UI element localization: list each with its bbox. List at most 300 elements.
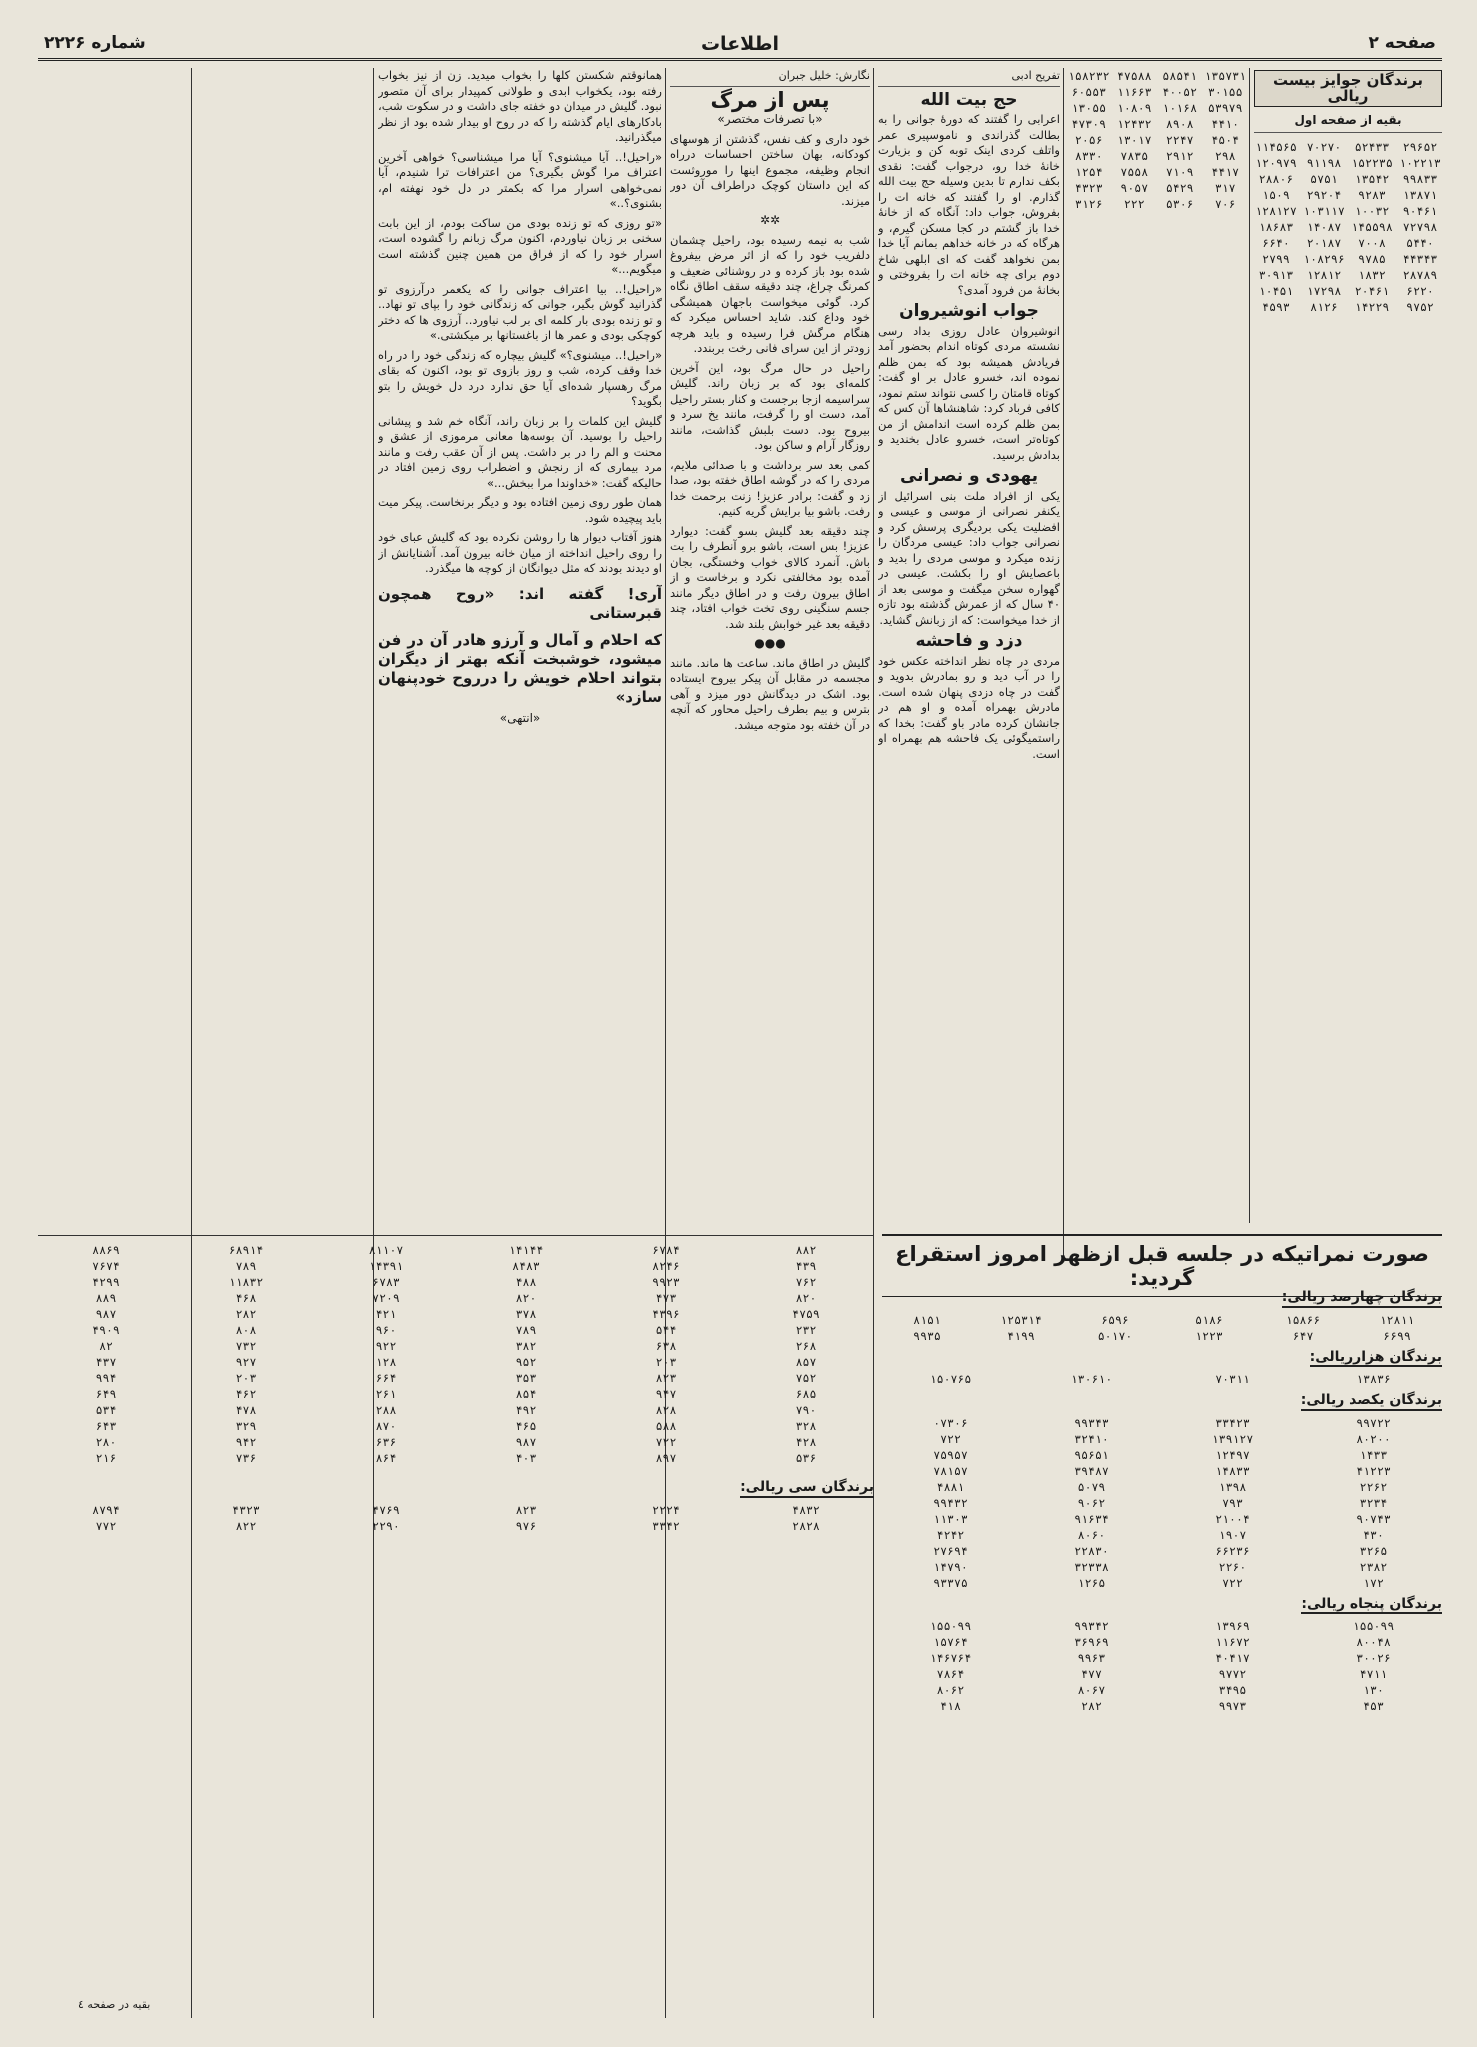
byline: نگارش: خلیل جبران [670,68,870,87]
draw-results [882,1284,1442,1984]
lottery-number: ۸۲۰ [795,1291,817,1305]
lottery-number: ۴۲۸ [795,1435,817,1449]
lottery-number: ۶۶۲۳۶ [1215,1543,1250,1558]
lottery-number: ۶۳۸ [655,1339,677,1353]
lottery-number: ۳۱۷ [1214,181,1236,195]
lottery-number: ۴۲۹۹ [92,1275,120,1289]
lottery-number: ۲۸۲ [1081,1699,1102,1713]
lottery-number: ۱۳۰۱۷ [1116,133,1152,147]
lottery-number: ۹۱۶۳۴ [1074,1511,1109,1526]
story-right-p6: گلیش این کلمات را بر زبان راند، آنگاه خم شد و پیشانی راحیل را بوسید. آن بوسه‌ها معانی مرموزی از عشق و محنت و الم را در بر داشت. پس از آن عقب رفت و مانند مرد بیماری که از رنجش و اضطراب روی زمین افتاد در حالیکه گفت: «خداوندا مرا ببخش...» [378,413,662,490]
draw-50-grid [882,1618,1442,1714]
lottery-number: ۶۵۹۶ [1101,1312,1129,1327]
winners-20b-column [1068,68,1246,1218]
lottery-number: ۹۷۶ [515,1518,537,1533]
lottery-number: ۲۹۲۰۴ [1306,187,1342,202]
lottery-number: ۱۵۵۰۹۹ [929,1619,972,1633]
lottery-number: ۵۳۴ [95,1403,117,1417]
lottery-number: ۲۳۲ [795,1323,817,1337]
lottery-number: ۲۰۳ [655,1355,677,1369]
lottery-number: ۴۸۳۲ [792,1502,820,1517]
newspaper-page [38,30,1442,2020]
lottery-number: ۲۹۸ [1214,149,1236,163]
draw-30-label: برندگان سی ریالی: [740,1480,874,1498]
lottery-number: ۵۷۵۱ [1310,171,1338,186]
draw-400-grid [882,1312,1442,1344]
lottery-number: ۰۷۳۰۶ [933,1415,968,1430]
lottery-number: ۲۲۲۴ [652,1502,680,1517]
lottery-number: ۲۷۶۹۴ [933,1543,968,1558]
lottery-number: ۱۲۵۴ [1074,165,1103,179]
lottery-number: ۱۳۰۵۵ [1071,101,1107,115]
lottery-number: ۷۶۷۴ [92,1259,120,1273]
lottery-number: ۹۸۷ [95,1307,117,1321]
lottery-number: ۷۸۱۵۷ [933,1463,968,1478]
lottery-number: ۲۸۲ [235,1307,257,1321]
lottery-number: ۱۱۶۷۲ [1215,1635,1250,1649]
lottery-number: ۱۸۳۲ [1358,267,1386,282]
story-p3: راحیل در حال مرگ بود، این آخرین کلمه‌ای بود که بر زبان راند. گلیش سراسیمه ازجا برجست و کنار بستر راحیل آمد، دست او را گرفت، مانند یخ سرد و بیروح بود. دست بلبش گذاشت، مانند روزگار آرام و ساکن بود. [670,360,870,452]
lottery-number: ۱۲۸۱۲ [1306,267,1342,282]
lottery-number: ۸۵۷ [795,1355,817,1369]
lottery-number: ۱۲۶۵ [1077,1575,1106,1590]
lottery-number: ۳۶۹۶۹ [1074,1635,1109,1649]
lottery-number: ۶۴۹ [95,1387,117,1401]
lottery-number: ۱۰۰۳۲ [1354,203,1390,218]
lottery-number: ۲۲۸۳۰ [1074,1543,1109,1558]
lottery-number: ۸۷۹۴ [92,1502,120,1517]
lottery-number: ۷۰۲۷۰ [1306,139,1342,154]
lottery-number: ۲۷۹۹ [1262,251,1290,266]
lottery-number: ۴۱۲۲۳ [1356,1463,1391,1478]
lottery-number: ۹۹۷۳ [1218,1699,1247,1713]
lottery-number: ۱۳۵۴۲ [1354,171,1390,186]
column-rule [1249,68,1250,1223]
lottery-number: ۷۷۲ [95,1518,117,1533]
lottery-number: ۸۷۰ [375,1419,397,1433]
lottery-number: ۷۸۶۴ [936,1667,965,1681]
lottery-number: ۸۱۲۶ [1310,299,1338,314]
lottery-number: ۱۱۳۰۳ [933,1511,968,1526]
lottery-number: ۱۳۹۸ [1218,1479,1247,1494]
lottery-number: ۸۸۲ [795,1243,817,1257]
lottery-number: ۲۹۶۵۲ [1402,139,1438,154]
lottery-number: ۱۸۶۸۳ [1258,219,1294,234]
lottery-number: ۷۰۶ [1214,197,1236,211]
lottery-number: ۹۵۲ [515,1355,537,1369]
lottery-number: ۷۳۶ [235,1451,257,1465]
jew-title: یهودی و نصرانی [899,466,1039,486]
lottery-number: ۲۸۷۸۹ [1402,267,1438,282]
lottery-number: ۲۸۸ [375,1403,397,1417]
lottery-number: ۶۸۹۱۴ [228,1243,264,1257]
lottery-number: ۴۳۲۳ [232,1502,260,1517]
lottery-number: ۹۹۳۴۳ [1074,1415,1109,1430]
lottery-number: ۴۸۸ [515,1275,537,1289]
lottery-number: ۴۱۹۹ [1007,1328,1035,1343]
story-p4: کمی بعد سر برداشت و با صدائی ملایم، مردی را که در گوشه اطاق خفته بود، صدا زد و گفت: برادر عزیز! زنت برحمت خدا رفت. باشو بیا برایش گریه کنیم. [670,457,870,518]
lottery-number: ۲۸۲۸ [792,1518,820,1533]
lottery-number: ۱۳۹۶۹ [1215,1619,1250,1633]
lottery-number: ۱۰۲۲۱۳ [1399,155,1441,170]
lottery-number: ۱۰۱۶۸ [1162,101,1198,115]
story-p5: چند دقیقه بعد گلیش بسو گفت: دیوارد عزیز! بس است، باشو برو آنطرف را بت باش. آنمرد کالای خواب وخستگی، بجان آمده بود مخالفتی نکرد و برخاست و از اطاق بیرون رفت و در اطاق دیگر مانند جسم سنگینی روی تخت خواب افتاد، چند دقیقه بعد غیر خوابش بلند شد. [670,523,870,631]
lottery-number: ۸۰۶۲ [936,1683,965,1697]
lottery-number: ۹۷۸۵ [1358,251,1386,266]
lottery-number: ۷۰۰۸ [1358,235,1386,250]
lottery-number: ۱۲۴۳۲ [1116,117,1152,131]
lottery-number: ۲۰۳ [235,1371,257,1385]
lottery-number: ۷۲۲ [940,1431,961,1446]
lottery-number: ۹۵۶۵۱ [1074,1447,1109,1462]
lottery-number: ۲۲۶۰ [1218,1559,1247,1574]
lottery-number: ۷۸۳۵ [1120,149,1149,163]
lottery-number: ۷۸۹ [515,1323,537,1337]
lottery-number: ۸۲۳ [655,1371,677,1385]
lottery-number: ۹۴۲ [235,1435,257,1449]
lottery-number: ۱۴۸۳۳ [1215,1463,1250,1478]
lottery-number: ۲۳۸۲ [1359,1559,1388,1574]
lottery-number: ۱۳۸۳۶ [1356,1372,1391,1386]
draw-100-grid [882,1415,1442,1591]
lottery-number: ۶۰۵۵۳ [1071,85,1107,99]
lottery-number: ۵۰۷۹ [1077,1479,1106,1494]
lottery-number: ۱۴۳۹۱ [368,1259,404,1273]
lottery-number: ۲۸۰ [95,1435,117,1449]
continued-note: بقیه از صفحه اول [1254,113,1442,133]
lottery-number: ۴۳۲۳ [1074,181,1103,195]
lottery-number: ۸۰۲۰۰ [1356,1431,1391,1446]
lottery-number: ۶۸۵ [795,1387,817,1401]
lottery-number: ۴۳۹۶ [652,1307,680,1321]
draw-30-grid [38,1502,874,1534]
lottery-number: ۲۰۱۸۷ [1306,235,1342,250]
lottery-number: ۱۳۰۶۱۰ [1070,1372,1113,1386]
lottery-number: ۲۱۰۰۴ [1215,1511,1250,1526]
lottery-number: ۴۲۱ [375,1307,397,1321]
lottery-number: ۱۷۲ [1363,1575,1384,1590]
lottery-number: ۳۲۶۵ [1359,1543,1388,1558]
lottery-number: ۴۲۴۲ [936,1527,965,1542]
lottery-number: ۳۳۴۲۳ [1215,1415,1250,1430]
lottery-number: ۹۲۲ [375,1339,397,1353]
lower-number-grid [38,1242,874,1466]
lottery-number: ۷۲۲ [1222,1575,1243,1590]
lottery-number: ۹۷۷۲ [1218,1667,1247,1681]
lottery-number: ۱۵۰۹ [1262,187,1290,202]
lottery-number: ۴۶۲ [235,1387,257,1401]
lottery-number: ۸۳۳۰ [1074,149,1103,163]
lottery-number: ۸۰۶۰ [1077,1527,1106,1542]
lottery-number: ۷۸۹ [235,1259,257,1273]
lottery-number: ۵۳۰۶ [1165,197,1194,211]
lottery-number: ۳۰۰۲۶ [1356,1651,1391,1665]
story-right-p1: همانوقتم شکستن کلها را بخواب میدید. زن از نیز بخواب رفته بود، یکخواب ابدی و طولانی کمپیدار برای آن متصور نبود. گلیش در میدان دو خفته جای داشت و در سکوت شب، بادکارهای ایام گذشته را که در روح او بیدار شده بود از نظر میگذرانید. [378,68,662,144]
hajj-text: اعرابی را گفتند که دورهٔ جوانی را به بطالت گذراندی و ناموسپیری عمر واتلف کردی اینک توبه کن و بزیارت خانهٔ خدا رو، درجواب گفت: نقدی بکف ندارم تا بدین وسیله حج بیت الله گذارم. او را گفتند که خانه ات را بفروش، جواب داد: آنگاه که از خانهٔ خدا باز گشتم در کجا مسکن گیرم، و هرگاه که در خانه خداهم بمانم آیا خدا بمن نخواهد گفت که ای ابلهی شاخ دوم برای چه خانه ات را بفروختی و بخانهٔ من فرود آمدی؟ [878,112,1060,297]
lottery-number: ۱۲۴۹۷ [1215,1447,1250,1462]
lottery-number: ۸۶۴ [375,1451,397,1465]
lottery-number: ۱۴۲۲۹ [1354,299,1390,314]
lottery-number: ۱۵۸۶۶ [1285,1312,1321,1327]
story-right-p2: «راحیل!.. آیا میشنوی؟ آیا مرا میشناسی؟ خواهی آخرین اعتراف مرا گوش بگیری؟ من اعترافات ترا شنیدم، آیا نمی‌خواهی اسرار مرا که بکمتر در دل خود نهفته ام، بشنوی؟..» [378,149,662,210]
narrow-column [196,68,370,1218]
lottery-number: ۷۲۰۹ [372,1291,400,1305]
lottery-number: ۱۳۰ [1363,1683,1384,1697]
lottery-number: ۹۹۷۲۲ [1356,1415,1391,1430]
lottery-number: ۱۴۳۳ [1359,1447,1388,1462]
lottery-number: ۸۱۵۱ [913,1312,941,1327]
anushirvan-text: انوشیروان عادل روزی بداد رسی نشسته مردی کوتاه اندام بحضور آمد فریادش همیشه بود که بمن ظلم نموده اند، خسرو عادل بر او گفت: کوتاه قامتان را کسی نتواند ستم نمود، کافی فرباد کرد: شاهنشاها آن کس که بمن ظلم کرده است اندامش از من کوتاه‌تر است، خسرو عادل بخندید و بدادش برسید. [878,323,1060,462]
lottery-number: ۵۳۶ [795,1451,817,1465]
anecdotes-column [878,68,1060,1218]
lottery-number: ۲۲۹۰ [372,1518,400,1533]
lottery-number: ۳۱۲۶ [1074,197,1103,211]
lottery-number: ۹۹۲۳ [652,1275,680,1289]
lottery-number: ۳۰۹۱۳ [1258,267,1294,282]
lottery-number: ۲۲۲ [1123,197,1145,211]
lottery-number: ۶۴۷ [1292,1328,1314,1343]
lottery-number: ۹۹۶۳ [1077,1651,1106,1665]
winners-20-column [1254,68,1442,1218]
lottery-number: ۴۶۸ [235,1291,257,1305]
lottery-number: ۳۰۱۵۵ [1207,85,1243,99]
lottery-number: ۱۲۸۱۱ [1379,1312,1415,1327]
lottery-number: ۴۵۳ [1363,1699,1384,1713]
newspaper-title: اطلاعات [700,33,780,55]
lottery-number: ۱۴۶۷۶۴ [929,1651,972,1665]
lottery-number: ۷۳۲ [235,1339,257,1353]
lottery-number: ۵۸۸ [655,1419,677,1433]
lottery-number: ۳۲۳۴ [1359,1495,1388,1510]
lottery-number: ۴۸۸۱ [936,1479,965,1494]
lottery-number: ۳۸۲ [515,1339,537,1353]
lottery-number: ۲۲۶۲ [1359,1479,1388,1494]
lottery-number: ۴۷۵۹ [792,1307,820,1321]
lottery-number: ۹۳۳۷۵ [933,1575,968,1590]
lottery-number: ۷۵۲ [795,1371,817,1385]
lottery-number: ۸۵۴ [515,1387,537,1401]
story-right-p4: «راحیل!.. بیا اعتراف جوانی را که یکعمر درآرزوی تو گذرانید گوش بگیر، جوانی که زندگانی خود را بپای تو نهاد.. و تو زنده بودی بار کلمه ای بر لب نیاورد.. آرزوی ها که دختر کوچکی بودی و عمر ها از باغستانها بر میکشتی.» [378,281,662,342]
ornament: ●●● [754,636,786,650]
lottery-number: ۱۰۳۱۱۷ [1303,203,1345,218]
lottery-number: ۷۲۲ [655,1435,677,1449]
lottery-number: ۹۸۷ [515,1435,537,1449]
lottery-number: ۵۳۹۷۹ [1207,101,1243,115]
lottery-number: ۱۴۱۴۴ [508,1243,544,1257]
lottery-number: ۵۰۱۷۰ [1097,1328,1133,1343]
lottery-number: ۴۳۷ [95,1355,117,1369]
lottery-number: ۹۰۵۷ [1120,181,1149,195]
story-right-p8: هنوز آفتاب دیوار ها را روشن نکرده بود که گلیش عبای خود را روی راحیل انداخته از میان خانه بیرون آمد. آشنایانش از او دیدند بودند که مثل دیوانگان از کوچه ها میگذرد. [378,530,662,575]
continued-footer: بقیه در صفحه ٤ [78,1998,151,2011]
lottery-number: ۳۹۴۸۷ [1074,1463,1109,1478]
lottery-number: ۹۹۴۳۲ [933,1495,968,1510]
lottery-number: ۸۲۴۶ [652,1259,680,1273]
issue-number: شماره ۲۲۲۶ [44,33,146,53]
page-number: صفحه ۲ [1368,33,1436,53]
lottery-number: ۴۳۹ [795,1259,817,1273]
lottery-number: ۸۲۲ [235,1518,257,1533]
lottery-number: ۹۶۰ [375,1323,397,1337]
lottery-number: ۴۷۱۱ [1359,1667,1388,1681]
lottery-number: ۵۴۴۰ [1406,235,1434,250]
lottery-number: ۵۴۲۹ [1165,181,1194,195]
lottery-number: ۸۰۶۷ [1077,1683,1106,1697]
lottery-number: ۶۷۸۳ [372,1275,400,1289]
lottery-number: ۷۹۰ [795,1403,817,1417]
winners-20b-grid [1068,68,1246,212]
lottery-number: ۱۲۸ [375,1355,397,1369]
lower-number-table [38,1242,874,1982]
lottery-number: ۴۶۵ [515,1419,537,1433]
lottery-number: ۷۹۳ [1222,1495,1243,1510]
lottery-number: ۹۹۳۵ [913,1328,941,1343]
lottery-number: ۹۹۴ [95,1371,117,1385]
lottery-number: ۱۰۸۰۹ [1116,101,1152,115]
lottery-number: ۱۰۸۲۹۶ [1303,251,1345,266]
lottery-number: ۲۹۱۲ [1165,149,1194,163]
lottery-number: ۲۰۵۶ [1074,133,1103,147]
lottery-number: ۹۰۶۲ [1077,1495,1106,1510]
anushirvan-title: جواب انوشیروان [899,301,1039,321]
lottery-number: ۹۹۳۴۲ [1074,1619,1109,1633]
lottery-number: ۹۷۵۲ [1406,299,1434,314]
story-p2: شب به نیمه رسیده بود، راحیل چشمان دلفریب خود را که از اثر مرض بیفروغ شده بود باز کرده و در روشنائی ضعیف و کمرنگ چراغ، چند دقیقه سقف اطاق نگاه کرد. گوئی میخواست باجهان همیشگی خود وداع کند. شاید احساس میکرد که هنگام مرگش فرا رسیده و باید هرچه زودتر از این سرای فانی رخت بربندد. [670,232,870,355]
lottery-number: ۱۲۲۳ [1195,1328,1223,1343]
lottery-number: ۲۰۴۶۱ [1354,283,1390,298]
lottery-number: ۱۷۲۹۸ [1306,283,1342,298]
lottery-number: ۷۰۳۱۱ [1215,1372,1250,1386]
winners-20-title: برندگان جوایز بیست ریالی [1254,70,1442,107]
lottery-number: ۸۰۸ [235,1323,257,1337]
lottery-number: ۴۰۳ [515,1451,537,1465]
lottery-number: ۹۱۱۹۸ [1306,155,1342,170]
lottery-number: ۱۱۶۶۳ [1116,85,1152,99]
story-end: «انتهی» [499,710,541,725]
lottery-number: ۷۶۲ [795,1275,817,1289]
lottery-number: ۱۴۵۵۹۸ [1351,219,1393,234]
lottery-number: ۱۲۸۱۲۷ [1255,203,1297,218]
lottery-number: ۸۱۱۰۷ [368,1243,404,1257]
lottery-number: ۴۱۸ [940,1699,961,1713]
lottery-number: ۹۴۷ [655,1387,677,1401]
lottery-number: ۳۴۹۵ [1218,1683,1247,1697]
lottery-number: ۷۱۰۹ [1165,165,1194,179]
lottery-number: ۱۲۰۹۷۹ [1255,155,1297,170]
lottery-number: ۴۳۰ [1363,1527,1384,1542]
lottery-number: ۶۳۶ [375,1435,397,1449]
lottery-number: ۱۵۰۷۶۵ [929,1372,972,1386]
lottery-number: ۳۲۹ [235,1419,257,1433]
lottery-number: ۱۴۰۸۷ [1306,219,1342,234]
lottery-number: ۸۲ [99,1339,113,1353]
lottery-number: ۶۷۸۴ [652,1243,680,1257]
lottery-number: ۱۳۸۷۱ [1402,187,1438,202]
lottery-number: ۸۹۰۸ [1165,117,1194,131]
draw-100-label: برندگان یکصد ریالی: [1301,1393,1442,1411]
lottery-number: ۱۳۵۷۳۱ [1204,69,1246,83]
thief-text: مردی در چاه نظر انداخته عکس خود را در آب دید و رو بمادرش بدوید و گفت در چاه دزدی پنهان شده است. مادرش بهمراه آمده و او هم در جانشان کرده مادر باو گفت: بخدا که راستمیگوئی یک فاحشه هم بهمراه او است. [878,653,1060,761]
lottery-number: ۱۵۲۲۳۵ [1351,155,1393,170]
lottery-number: ۱۵۸۲۳۲ [1068,69,1110,83]
lottery-number: ۴۷۳ [655,1291,677,1305]
lottery-number: ۸۴۸۳ [512,1259,540,1273]
lottery-number: ۹۰۴۶۱ [1402,203,1438,218]
lottery-number: ۴۷۶۹ [372,1502,400,1517]
section-divider [38,1235,874,1236]
lottery-number: ۸۰۰۴۸ [1356,1635,1391,1649]
story-maxim: که احلام و آمال و آرزو هادر آن در فن میشود، خوشبخت آنکه بهتر از دیگران بتواند احلام خویش را درروح خودپنهان سازد» [378,630,662,706]
lottery-number: ۱۱۸۳۲ [228,1275,264,1289]
story-quote: «با تصرفات مختصر» [717,112,823,126]
lottery-number: ۱۵۵۰۹۹ [1352,1619,1395,1633]
hajj-title: حج بیت الله [920,89,1018,110]
lottery-number: ۶۶۴۰ [1262,235,1290,250]
story-right-p5: «راحیل!.. میشنوی؟» گلیش بیچاره که زندگی خود را در راه خدا وقف کرده، شب و روز بازوی تو بود، اکنون که بقای مرگ رهسپار شده‌ای آیا حق ندارد درد دل خویش را بتو بگوید؟ [378,347,662,408]
lottery-number: ۴۴۳۴۳ [1402,251,1438,266]
lottery-number: ۸۸۶۹ [92,1243,120,1257]
lottery-number: ۳۲۳۳۸ [1074,1559,1109,1574]
lottery-number: ۹۰۷۴۳ [1356,1511,1391,1526]
lottery-number: ۴۷۵۸۸ [1116,69,1152,83]
lottery-number: ۵۸۵۴۱ [1162,69,1198,83]
lottery-number: ۲۲۴۷ [1165,133,1194,147]
lottery-number: ۱۱۴۵۶۵ [1255,139,1297,154]
story-right-p7: همان طور روی زمین افتاده بود و دیگر برنخاست. پیکر میت باید پیچیده شود. [378,495,662,525]
lottery-number: ۳۷۸ [515,1307,537,1321]
story-quote-line: آری! گفته اند: «روح همچون قبرستانی [378,584,662,622]
lottery-number: ۸۲۰ [515,1291,537,1305]
lottery-number: ۳۲۸ [795,1419,817,1433]
lottery-number: ۹۲۸۳ [1358,187,1386,202]
lottery-number: ۹۹۸۳۳ [1402,171,1438,186]
lottery-number: ۸۲۸ [655,1403,677,1417]
lottery-number: ۳۲۴۱۰ [1074,1431,1109,1446]
draw-1000-label: برندگان هزارریالی: [1310,1350,1442,1368]
draw-1000-grid [882,1371,1442,1387]
winners-20-grid [1254,139,1442,315]
lottery-number: ۶۶۹۹ [1383,1328,1411,1343]
story-p6: گلیش در اطاق ماند. ساعت ها ماند. مانند مجسمه در مقابل آن پیکر بیروح ایستاده بود. اشک در دیدگانش دور میزد و آهی بترس و بیم بطرف راحیل محاور که آنچه در آن خفته بود متوجه میشد. [670,655,870,732]
lottery-number: ۲۶۱ [375,1387,397,1401]
lottery-number: ۴۷۳۰۹ [1071,117,1107,131]
lottery-number: ۳۳۴۲ [652,1518,680,1533]
story-continued-column [378,68,662,1218]
lottery-number: ۲۱۶ [95,1451,117,1465]
lottery-number: ۴۹۰۹ [92,1323,120,1337]
lottery-number: ۸۲۳ [515,1502,537,1517]
lottery-number: ۱۵۷۶۴ [933,1635,968,1649]
lottery-number: ۴۰۴۱۷ [1215,1651,1250,1665]
lottery-number: ۷۲۷۹۸ [1402,219,1438,234]
lottery-number: ۱۲۵۳۱۴ [1000,1312,1042,1327]
draw-50-label: برندگان پنجاه ریالی: [1301,1597,1442,1615]
lottery-number: ۵۱۸۶ [1195,1312,1223,1327]
lottery-number: ۹۲۷ [235,1355,257,1369]
lottery-number: ۶۴۳ [95,1419,117,1433]
lottery-number: ۲۶۸ [795,1339,817,1353]
session-title: صورت نمراتیکه در جلسه قبل ازظهر امروز استقراع گردید: [882,1234,1442,1297]
lottery-number: ۱۹۰۷ [1218,1527,1247,1542]
lottery-number: ۷۵۵۸ [1120,165,1149,179]
story-p1: خود داری و کف نفس، گذشتن از هوسهای کودکانه، بهان ساختن احساسات درراه انجام وظیفه، مجموع اینها را موروثست که این داستان کوچک دراطراف آن دور میزند. [670,131,870,208]
lottery-number: ۶۲۲۰ [1406,283,1434,298]
story-title: پس از مرگ [710,87,830,112]
lottery-number: ۴۰۰۵۲ [1162,85,1198,99]
lottery-number: ۱۳۹۱۲۷ [1211,1431,1254,1446]
lottery-number: ۴۹۲ [515,1403,537,1417]
lottery-number: ۱۴۷۹۰ [933,1559,968,1574]
